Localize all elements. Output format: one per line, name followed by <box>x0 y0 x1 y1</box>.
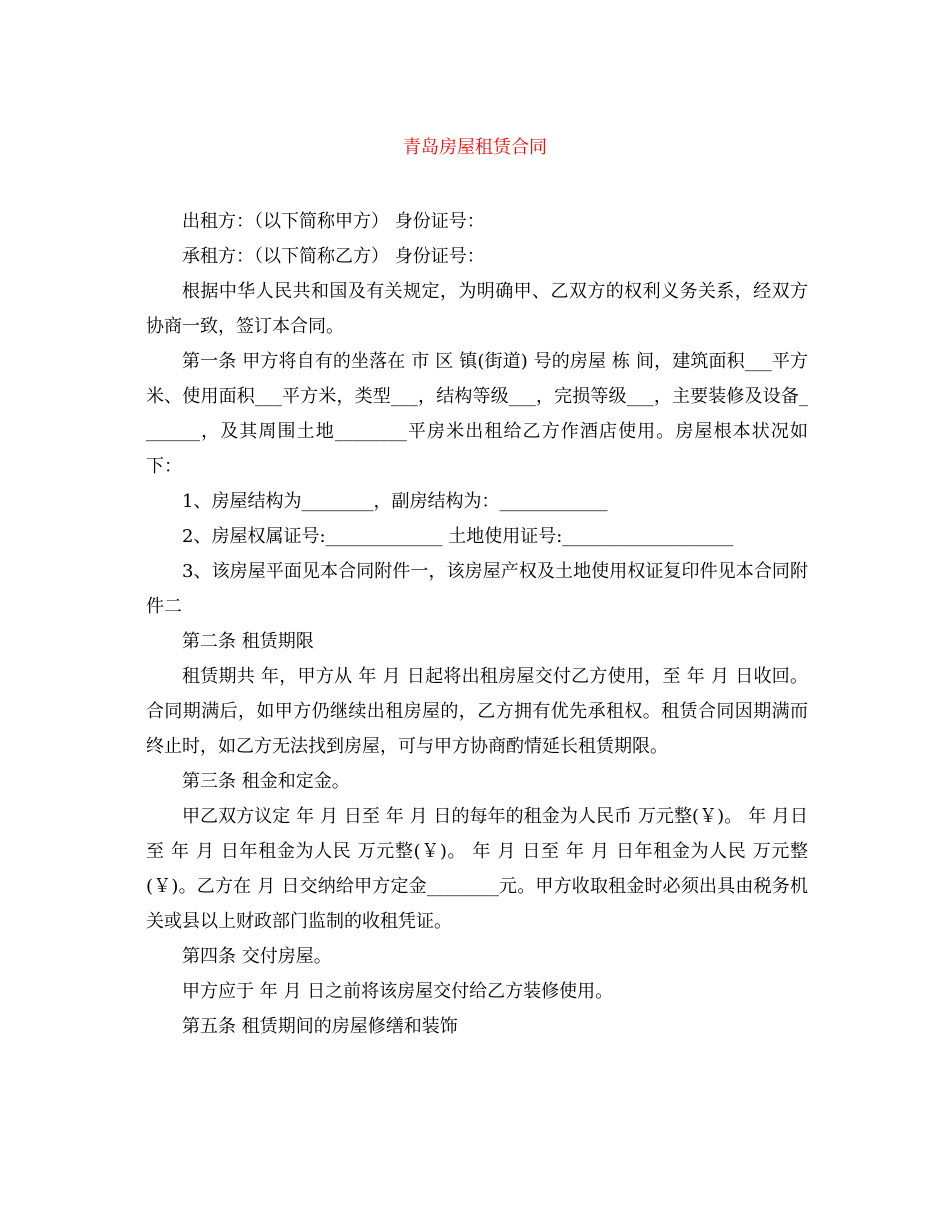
paragraph-item-2: 2、房屋权属证号:_____________ 土地使用证号:___________________ <box>182 526 734 547</box>
paragraph-rent-deposit: 甲乙双方议定 年 月 日至 年 月 日的每年的租金为人民币 万元整(￥)。 年 月日至 年 月 日年租金为人民 万元整(￥)。 年 月 日至 年 月 日年租金为人民 万元整(￥)。乙方在 月 日交纳给甲方定金________元。甲方收取租金时必须出具由税务机关或县以上财政部门监制的收租凭证。 <box>146 806 808 932</box>
document-body <box>146 204 808 1044</box>
paragraph-lessee: 承租方：（以下简称乙方） 身份证号： <box>182 246 485 267</box>
paragraph-lessor: 出租方：（以下简称甲方） 身份证号： <box>182 211 485 232</box>
heading-article-3: 第三条 租金和定金。 <box>182 771 350 792</box>
heading-article-2: 第二条 租赁期限 <box>182 631 314 652</box>
heading-article-5: 第五条 租赁期间的房屋修缮和装饰 <box>182 1016 458 1037</box>
heading-article-4: 第四条 交付房屋。 <box>182 946 332 967</box>
paragraph-article-1: 第一条 甲方将自有的坐落在 市 区 镇(街道) 号的房屋 栋 间，建筑面积___平方米、使用面积___平方米，类型___，结构等级___，完损等级___，主要装修及设备_______，及其周围土地________平房米出租给乙方作酒店使用。房屋根本状况如下： <box>146 351 808 477</box>
paragraph-preamble: 根据中华人民共和国及有关规定，为明确甲、乙双方的权利义务关系，经双方协商一致，签订本合同。 <box>146 281 808 337</box>
paragraph-lease-term: 租赁期共 年，甲方从 年 月 日起将出租房屋交付乙方使用，至 年 月 日收回。合同期满后，如甲方仍继续出租房屋的，乙方拥有优先承租权。租赁合同因期满而终止时，如乙方无法找到房屋，可与甲方协商酌情延长租赁期限。 <box>146 666 808 757</box>
document-title: 青岛房屋租赁合同 <box>403 137 547 158</box>
paragraph-item-3: 3、该房屋平面见本合同附件一，该房屋产权及土地使用权证复印件见本合同附件二 <box>146 561 808 617</box>
paragraph-handover: 甲方应于 年 月 日之前将该房屋交付给乙方装修使用。 <box>182 981 614 1002</box>
paragraph-item-1: 1、房屋结构为________，副房结构为：____________ <box>182 491 608 512</box>
